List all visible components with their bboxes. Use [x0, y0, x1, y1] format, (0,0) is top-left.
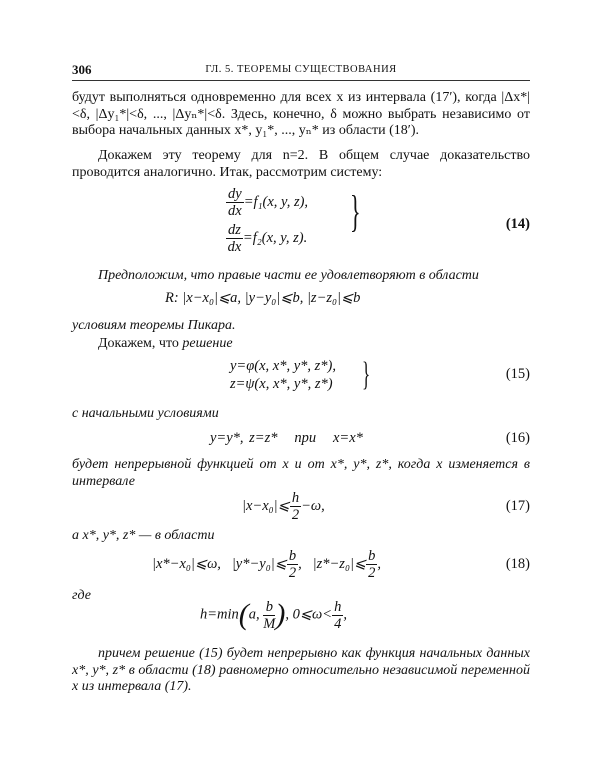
region-r: R: |x−x₀|⩽a, |y−y₀|⩽b, |z−z₀|⩽b: [165, 290, 361, 306]
equation-h: h=min(a, $\frac{b}{M}$ ), 0⩽ω< $\frac{h}{4}$ ,: [200, 598, 347, 632]
page-header: [72, 60, 530, 81]
fraction: $\frac{h}{2}$: [291, 490, 300, 523]
paragraph-8: а x*, y*, z* — в области: [72, 528, 215, 543]
fraction: $\frac{b}{2}$: [368, 548, 376, 581]
paragraph-3: Предположим, что правые части ее удовлетворяют в области: [98, 268, 479, 283]
paragraph-10: причем решение (15) будет непрерывно как функция начальных данных x*, y*, z* в области (18) равномерно относительно независимой переменной x из интервала (17).: [72, 646, 530, 694]
left-paren: (: [238, 598, 249, 631]
fraction: $\frac{h}{4}$: [334, 598, 342, 632]
right-brace: }: [362, 356, 371, 393]
paragraph-2: Докажем эту теорему для n=2. В общем случае доказательство проводится аналогично. Итак, рассмотрим систему:: [72, 148, 530, 180]
equation-label-15: (15): [505, 366, 530, 382]
paragraph-6: с начальными условиями: [72, 406, 219, 421]
equation-16: y=y*, z=z* при x=x*: [210, 430, 363, 446]
equation-label-16: (16): [505, 430, 530, 446]
equation-15-line-1: y=φ(x, x*, y*, z*),: [230, 358, 336, 374]
fraction: $\frac{dz}{dx}$: [227, 222, 242, 255]
equation-14-line-2: $\frac{dz}{dx}$ =f₂(x, y, z).: [227, 222, 308, 255]
equation-15-line-2: z=ψ(x, x*, y*, z*): [230, 376, 333, 392]
fraction: $\frac{dy}{dx}$: [228, 186, 242, 219]
equation-label-14: (14): [505, 216, 530, 232]
equation-18: |x*−x₀|⩽ω, |y*−y₀|⩽ $\frac{b}{2}$ , |z*−z₀|⩽ $\frac{b}{2}$ ,: [152, 548, 381, 581]
paragraph-9: где: [72, 588, 91, 603]
right-brace: }: [350, 187, 361, 236]
equation-label-18: (18): [505, 556, 530, 572]
equation-label-17: (17): [505, 498, 530, 514]
paragraph-4: условиям теоремы Пикара.: [72, 318, 236, 333]
equation-14-line-1: $\frac{dy}{dx}$ =f₁(x, y, z),: [228, 186, 309, 219]
fraction: $\frac{b}{2}$: [288, 548, 297, 581]
page-number: 306: [72, 62, 92, 77]
equation-17: |x−x₀|⩽ $\frac{h}{2}$ −ω,: [242, 490, 325, 523]
running-title: ГЛ. 5. ТЕОРЕМЫ СУЩЕСТВОВАНИЯ: [205, 64, 397, 75]
right-paren: ): [275, 598, 286, 631]
paragraph-1: будут выполняться одновременно для всех x из интервала (17′), когда |Δx*|<δ, |Δy₁*|<δ, ..., |Δyₙ*|<δ. Здесь, конечно, δ можно выбрать независимо от выбора начальных данных x*, y₁*, ..., yₙ* из области (18′).: [72, 90, 530, 138]
fraction: $\frac{b}{M}$: [263, 598, 276, 632]
paragraph-5: Докажем, что решение: [98, 336, 233, 351]
paragraph-7: будет непрерывной функцией от x и от x*, y*, z*, когда x изменяется в интервале: [72, 457, 530, 489]
